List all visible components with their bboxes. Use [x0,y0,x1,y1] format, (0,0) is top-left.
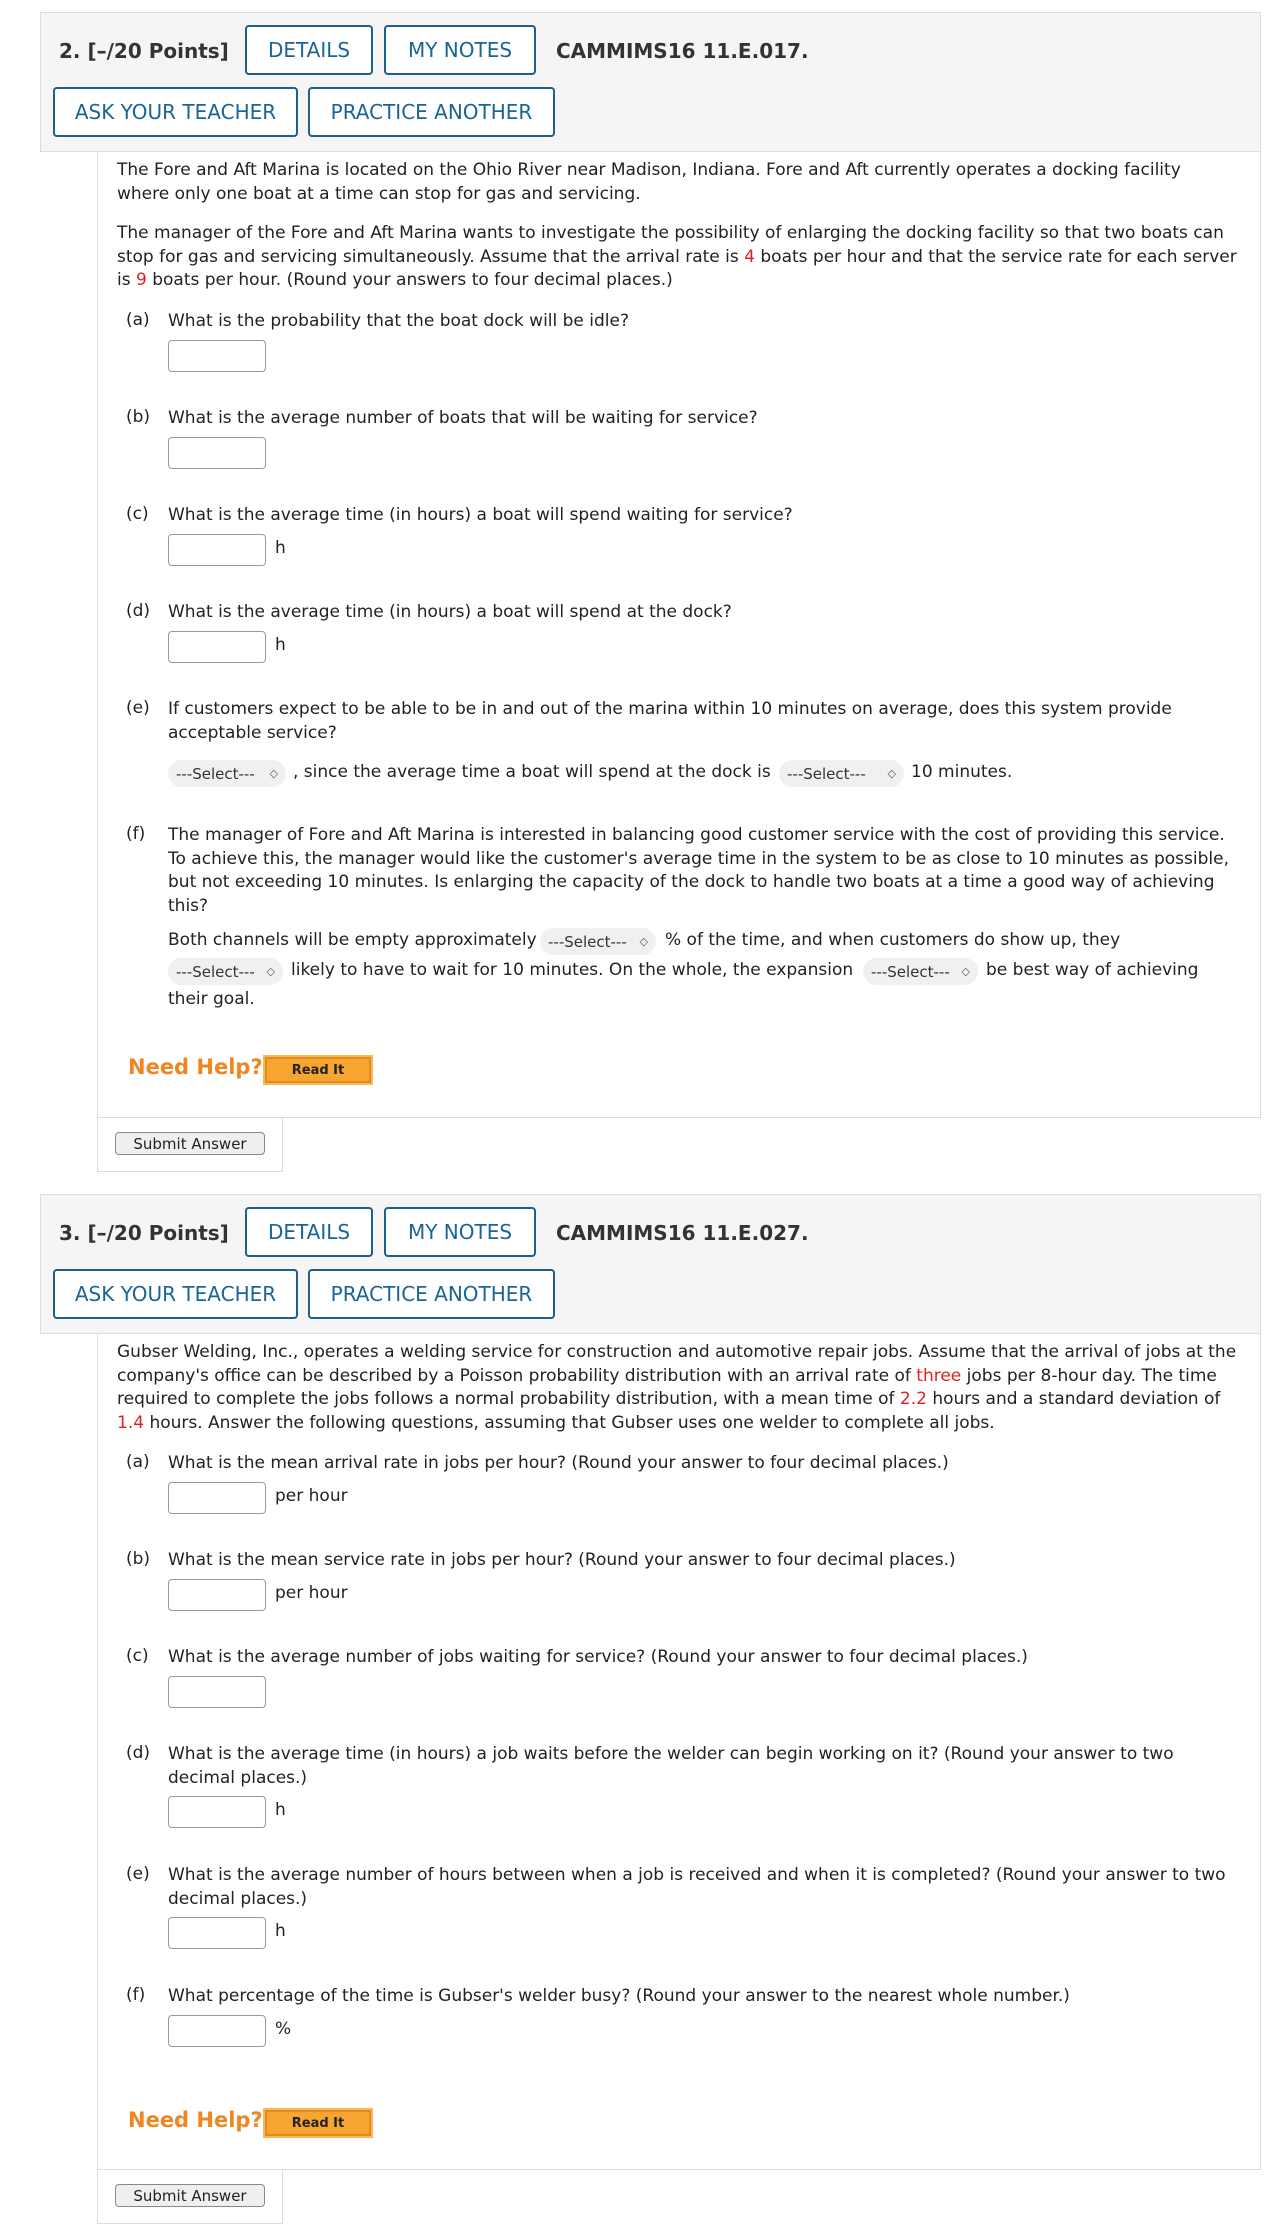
q2-part-f-select-3-value: ---Select--- [871,962,950,981]
q3-part-b-unit: per hour [275,1583,348,1603]
q3-part-e-unit: h [275,1921,286,1941]
q2-body [97,152,1261,1118]
q2-part-d-input[interactable] [168,631,266,663]
q2-part-b-label: (b) [126,407,151,427]
q2-part-d-label: (d) [126,601,151,621]
q2-setup-text-3: boats per hour. (Round your answers to four decimal places.) [146,270,673,290]
q2-my-notes-button[interactable]: MY NOTES [384,25,536,75]
q3-need-help: Need Help? [128,2108,263,2132]
q2-submit-area [97,1118,283,1172]
q3-code: CAMMIMS16 11.E.027. [556,1221,809,1245]
q2-part-e-mid-text: , since the average time a boat will spend at the dock is [293,762,771,782]
q2-part-a-input[interactable] [168,340,266,372]
q2-part-c-label: (c) [126,504,149,524]
q2-part-f-select-2-value: ---Select--- [176,962,255,981]
q2-part-f-select-2[interactable] [168,958,283,985]
q3-part-d-label: (d) [126,1743,151,1763]
q2-part-e-question: If customers expect to be able to be in and out of the marina within 10 minutes on average, does this system provide acceptable service? [168,699,1172,743]
q2-part-c-question: What is the average time (in hours) a boat will spend waiting for service? [168,505,793,525]
q3-header [40,1194,1261,1334]
q2-part-c-unit: h [275,538,286,558]
q2-intro: The Fore and Aft Marina is located on the Ohio River near Madison, Indiana. Fore and Aft currently operates a docking facility where only one boat at a time can stop for gas and servicing. [117,160,1181,204]
q3-intro-text-4: hours. Answer the following questions, assuming that Gubser uses one welder to complete all jobs. [144,1412,995,1433]
q3-part-a-unit: per hour [275,1486,348,1506]
q2-part-e-select-2[interactable] [779,760,904,787]
chevron-updown-icon: ◇ [639,935,648,948]
q3-part-f-question: What percentage of the time is Gubser's welder busy? (Round your answer to the nearest whole number.) [168,1986,1070,2006]
q3-body [97,1334,1261,2170]
q2-part-f-select-1[interactable] [540,928,656,955]
q2-setup-text-2: boats per hour and that the service rate for each server is [117,246,1237,290]
q3-part-c-question: What is the average number of jobs waiting for service? (Round your answer to four decimal places.) [168,1647,1028,1667]
q3-submit-area [97,2170,283,2224]
q3-arrival: three [916,1365,962,1386]
q2-submit-answer-button[interactable]: Submit Answer [115,1132,265,1155]
q3-part-d-unit: h [275,1800,286,1820]
q3-part-f-unit: % [275,2019,292,2039]
q3-details-button[interactable]: DETAILS [245,1207,373,1257]
q2-part-a-question: What is the probability that the boat dock will be idle? [168,311,630,331]
chevron-updown-icon: ◇ [269,767,278,780]
q3-part-d-input[interactable] [168,1796,266,1828]
q2-part-e-label: (e) [126,698,150,718]
q3-intro-text-2: jobs per 8-hour day. The time required to complete the jobs follows a normal probability distribution, with a mean time of [117,1365,1217,1409]
q2-part-f-question: The manager of Fore and Aft Marina is interested in balancing good customer service with the cost of providing this service. To achieve this, the manager would like the customer's average time in the system to be as close to 10 minutes as possible, but not exceeding 10 minutes. Is enlarging the capacity of the dock to handle two boats at a time a good way of achieving this? [168,825,1229,916]
q2-part-e-tail-text: 10 minutes. [911,762,1013,782]
q2-need-help: Need Help? [128,1055,263,1079]
q2-setup-text: The manager of the Fore and Aft Marina wants to investigate the possibility of enlarging the docking facility so that two boats can stop for gas and servicing simultaneously. Assume that the arrival rate is [117,223,1224,267]
q3-part-b-label: (b) [126,1549,151,1569]
q3-part-a-question: What is the mean arrival rate in jobs per hour? (Round your answer to four decimal places.) [168,1453,949,1473]
q2-setup [117,222,1237,293]
q2-practice-another-button[interactable]: PRACTICE ANOTHER [308,87,555,137]
q2-part-b-input[interactable] [168,437,266,469]
q3-part-c-label: (c) [126,1646,149,1666]
q2-part-b-question: What is the average number of boats that will be waiting for service? [168,408,758,428]
q3-part-e-question: What is the average number of hours between when a job is received and when it is completed? (Round your answer to two decimal places.) [168,1865,1226,1909]
q2-part-d-question: What is the average time (in hours) a boat will spend at the dock? [168,602,732,622]
q2-part-e-select-1[interactable] [168,760,286,787]
q2-service-rate: 9 [135,270,147,290]
q2-part-f-select-3[interactable] [863,958,978,985]
q2-part-d-unit: h [275,635,286,655]
q3-number: 3. [59,1221,81,1245]
q3-part-d-question: What is the average time (in hours) a job waits before the welder can begin working on it? (Round your answer to two decimal places.) [168,1744,1174,1788]
q2-part-e-select-2-value: ---Select--- [787,764,866,783]
q2-ask-teacher-button[interactable]: ASK YOUR TEACHER [53,87,298,137]
q2-part-e-select-1-value: ---Select--- [176,764,255,783]
q3-part-a-input[interactable] [168,1482,266,1514]
q2-points: [–/20 Points] [87,39,229,63]
q3-ask-teacher-button[interactable]: ASK YOUR TEACHER [53,1269,298,1319]
q3-mean-time: 2.2 [899,1389,927,1409]
q2-part-f-line1-pre: Both channels will be empty approximately [168,930,537,950]
q2-number: 2. [59,39,81,63]
q3-my-notes-button[interactable]: MY NOTES [384,1207,536,1257]
chevron-updown-icon: ◇ [961,965,970,978]
q3-intro-text: Gubser Welding, Inc., operates a welding service for construction and automotive repair jobs. Assume that the arrival of jobs at the company's office can be described by a Poisson probability distribution with an arrival rate of [117,1342,1237,1386]
q3-read-it-button[interactable]: Read It [265,2110,371,2136]
q2-part-c-input[interactable] [168,534,266,566]
q3-std-dev: 1.4 [117,1412,145,1433]
q2-read-it-button[interactable]: Read It [265,1057,371,1083]
q3-intro-text-3: hours and a standard deviation of [926,1389,1221,1409]
q2-arrival-rate: 4 [744,246,755,267]
q3-points: [–/20 Points] [87,1221,229,1245]
q3-part-b-input[interactable] [168,1579,266,1611]
q2-part-f-line3: their goal. [168,989,255,1009]
q3-part-f-input[interactable] [168,2015,266,2047]
q3-practice-another-button[interactable]: PRACTICE ANOTHER [308,1269,555,1319]
q3-title [59,1221,229,1245]
q2-title [59,39,229,63]
q3-part-e-input[interactable] [168,1917,266,1949]
q2-part-f-line2-post: be best way of achieving [986,960,1199,980]
q3-part-c-input[interactable] [168,1676,266,1708]
q3-part-b-question: What is the mean service rate in jobs per hour? (Round your answer to four decimal places.) [168,1550,956,1570]
q2-details-button[interactable]: DETAILS [245,25,373,75]
q2-code: CAMMIMS16 11.E.017. [556,39,809,63]
q3-part-a-label: (a) [126,1452,150,1472]
q2-part-f-select-1-value: ---Select--- [548,932,627,951]
q2-part-a-label: (a) [126,310,150,330]
chevron-updown-icon: ◇ [266,965,275,978]
q3-part-f-label: (f) [126,1985,146,2005]
q2-part-f-line1-post: % of the time, and when customers do show up, they [665,930,1121,950]
q3-part-e-label: (e) [126,1864,150,1884]
q2-part-f-line2-mid: likely to have to wait for 10 minutes. On the whole, the expansion [291,960,854,980]
q3-intro [117,1341,1237,1435]
q2-part-f-label: (f) [126,824,146,844]
q3-submit-answer-button[interactable]: Submit Answer [115,2184,265,2207]
chevron-updown-icon: ◇ [887,767,896,780]
q2-header [40,12,1261,152]
